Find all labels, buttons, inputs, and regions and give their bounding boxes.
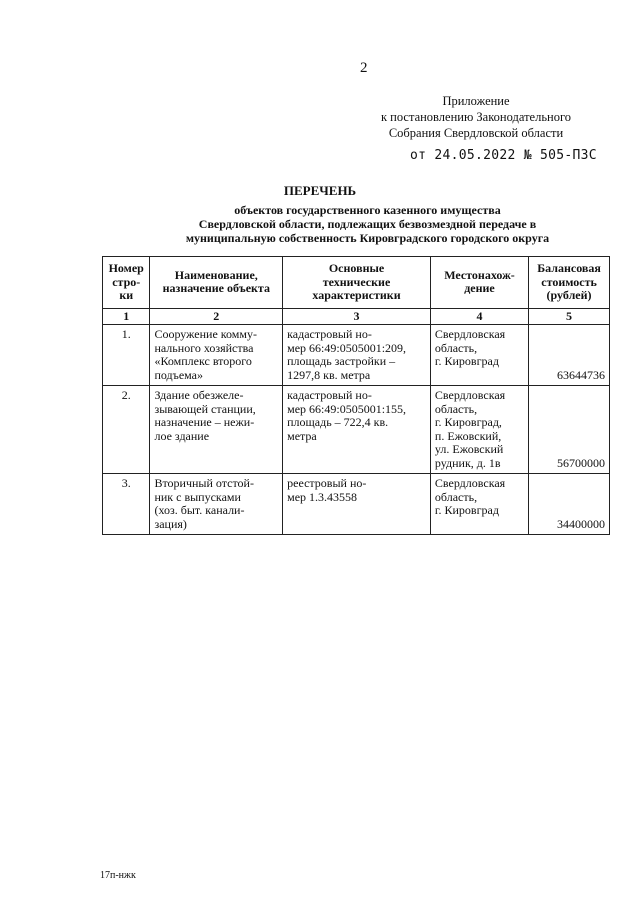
location-line: Свердловская [434, 327, 506, 341]
object-name-line: (хоз. быт. канали- [154, 503, 245, 517]
object-name-line: зывающей станции, [154, 401, 256, 416]
header-line: стоимость [541, 274, 597, 289]
characteristics-line: мер 1.3.43558 [287, 489, 358, 504]
location-line: рудник, д. 1в [434, 455, 501, 470]
object-name-line: «Комплекс второго [154, 354, 252, 368]
location-line: область, [434, 340, 478, 355]
characteristics-line: кадастровый но- [287, 388, 372, 402]
appendix-block [356, 93, 596, 141]
header-line: Основные [328, 261, 385, 275]
footer-code: 17п-нжк [100, 870, 136, 881]
object-characteristics [283, 325, 431, 386]
header-line: технические [322, 274, 391, 289]
location-line: Свердловская [434, 388, 506, 402]
location-line: область, [434, 489, 478, 504]
location-line: п. Ежовский, [434, 428, 502, 443]
characteristics-line: метра [287, 428, 317, 443]
document-title: ПЕРЕЧЕНЬ [283, 183, 357, 198]
location-line: г. Кировград [434, 503, 499, 517]
table-row [103, 325, 610, 386]
header-line: Наименование, [174, 267, 258, 282]
characteristics-line: мер 66:49:0505001:209, [287, 340, 407, 355]
object-name-line: Сооружение комму- [154, 327, 257, 341]
table-header [103, 257, 610, 309]
column-number: 3 [283, 308, 431, 325]
balance-value: 56700000 [529, 386, 610, 474]
object-location [430, 474, 528, 535]
object-location [430, 386, 528, 474]
assets-table [102, 256, 610, 535]
row-number: 2. [103, 386, 150, 474]
characteristics-line: площадь застройки – [287, 354, 396, 368]
object-name-line: зация) [154, 516, 187, 531]
header-line: (рублей) [546, 288, 592, 302]
appendix-line: к постановлению Законодательного [380, 110, 572, 124]
page-number: 2 [360, 60, 368, 76]
characteristics-line: площадь – 722,4 кв. [287, 415, 389, 429]
location-line: г. Кировград [434, 354, 499, 368]
header-line: Номер [108, 261, 144, 275]
object-name-line: подъема» [154, 367, 204, 382]
header-line: ки [119, 288, 134, 302]
column-number: 5 [529, 308, 610, 325]
header-balance-value [529, 257, 610, 309]
characteristics-line: реестровый но- [287, 476, 367, 490]
appendix-line: Собрания Свердловской области [388, 126, 564, 140]
resolution-stamp: от 24.05.2022 № 505-ПЗС [410, 148, 597, 163]
header-object-name [150, 257, 283, 309]
column-number-row [103, 308, 610, 325]
location-line: область, [434, 401, 478, 416]
header-row [103, 257, 610, 309]
header-line: назначение объекта [162, 281, 270, 296]
characteristics-line: мер 66:49:0505001:155, [287, 401, 407, 416]
location-line: г. Кировград, [434, 415, 502, 429]
subtitle-line: Свердловской области, подлежащих безвозмездной передаче в [198, 217, 537, 231]
row-number: 1. [103, 325, 150, 386]
header-line: дение [464, 281, 495, 296]
object-name [150, 474, 283, 535]
column-number: 2 [150, 308, 283, 325]
location-line: Свердловская [434, 476, 506, 490]
table-row [103, 386, 610, 474]
balance-value: 63644736 [529, 325, 610, 386]
object-name-line: нального хозяйства [154, 340, 254, 355]
object-characteristics [283, 474, 431, 535]
characteristics-line: кадастровый но- [287, 327, 372, 341]
table-body [103, 308, 610, 535]
row-number: 3. [103, 474, 150, 535]
object-location [430, 325, 528, 386]
header-characteristics [283, 257, 431, 309]
appendix-line: Приложение [442, 94, 510, 108]
object-name-line: ник с выпусками [154, 489, 241, 504]
balance-value: 34400000 [529, 474, 610, 535]
column-number: 4 [430, 308, 528, 325]
header-row-number [103, 257, 150, 309]
document-subtitle [0, 203, 640, 245]
subtitle-line: объектов государственного казенного имущества [234, 203, 501, 217]
object-name [150, 325, 283, 386]
table-row [103, 474, 610, 535]
object-name-line: Здание обезжеле- [154, 388, 244, 402]
column-number: 1 [103, 308, 150, 325]
header-line: характеристики [312, 288, 401, 302]
header-line: стро- [112, 274, 141, 289]
subtitle-line: муниципальную собственность Кировградского городского округа [185, 231, 550, 245]
object-name-line: назначение – нежи- [154, 415, 255, 429]
location-line: ул. Ежовский [434, 442, 504, 456]
header-line: Местонахож- [444, 267, 515, 282]
header-location [430, 257, 528, 309]
object-name-line: Вторичный отстой- [154, 476, 254, 490]
object-name-line: лое здание [154, 428, 210, 443]
object-characteristics [283, 386, 431, 474]
characteristics-line: 1297,8 кв. метра [287, 367, 371, 382]
header-line: Балансовая [537, 261, 601, 275]
object-name [150, 386, 283, 474]
